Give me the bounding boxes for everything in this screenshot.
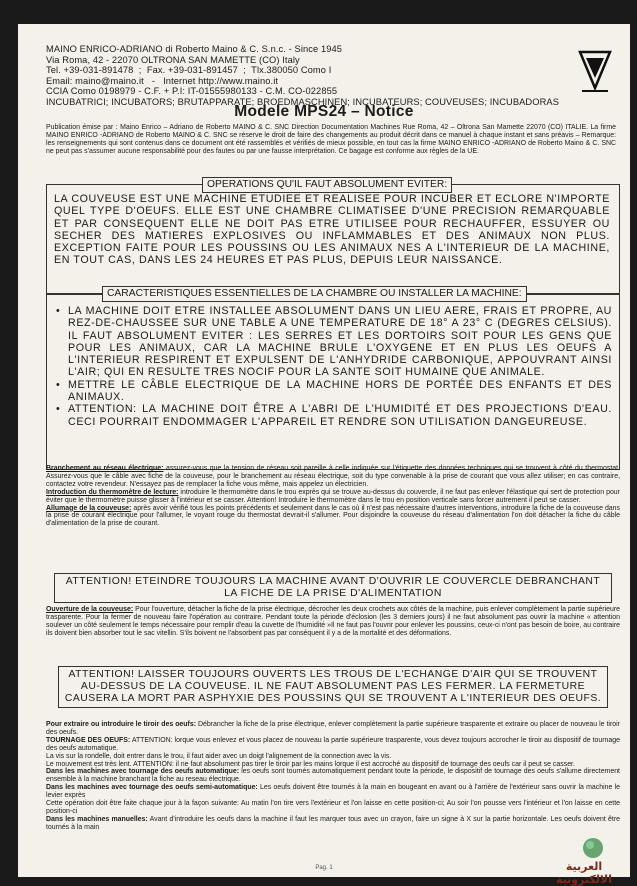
ouverture-label: Ouverture de la couveuse:: [46, 606, 134, 613]
room-bullet-1: • LA MACHINE DOIT ETRE INSTALLEE ABSOLUMENT DANS UN LIEU AERE, FRAIS ET PROPRE, AU REZ-DE-CHAUSSEE SUR UNE TABLE A UNE TEMPERATURE DE 18° A 23° C (DEGRES CELSIUS). IL FAUT ABSOLUMENT EVITER : LES SERRES ET LES DORTOIRS SOIT POUR LES GENS QUE POUR LES ANIMAUX, CAR LA MACHINE BRULE L'OXYGENE ET EN PLUS LES OEUFS A L'INTERIEUR RESPIRENT ET EXPULSENT DE L'ANHYDRIDE CARBONIQUE, APPOUVRANT AINSI L'AIR; QUI EN RESULTE TRES NOCIF POUR LA SANTE SOIT HUMAINE QUE ANIMALE.: [54, 305, 612, 379]
tiroir-label: Pour extraire ou introduire le tiroir des oeufs:: [46, 721, 197, 728]
branchement-text: assurez-vous que la tension de réseau soit pareille à celle indiquée sur l'étiquette des données techniques qui se trouvent à côté du thermostat. Assurez-vous que le câble avec fiche de la couveuse, pour le branchement au réseau électrique, soit du type convenable à la prise de courant que vous allez utiliser; en cas contraire, contactez votre revendeur. N'essayez pas de remplacer la fiche vous même, mais appelez un électricien.: [46, 465, 620, 488]
page-number: Pag. 1: [315, 865, 333, 871]
semi-paragraph: [46, 784, 620, 800]
products-line: INCUBATRICI; INCUBATORS; BRUTAPPARATE; BROEDMASCHINEN; INCUBATEURS; COUVEUSES; INCUBADORAS: [46, 96, 559, 107]
watermark-text: العربية الالكترونية: [556, 860, 612, 886]
manuel-paragraph: [46, 816, 620, 832]
alert-unplug: ATTENTION! ETEINDRE TOUJOURS LA MACHINE AVANT D'OUVRIR LE COUVERCLE DEBRANCHANT LA FICHE DE LA PRISE D'ALIMENTATION: [54, 573, 612, 603]
auto-label: Dans les machines avec tournage des oeufs automatique:: [46, 768, 240, 776]
address-line: Via Roma, 42 - 22070 OLTRONA SAN MAMETTE (CO) Italy: [46, 54, 300, 65]
thermometre-label: Introduction du thermomètre de lecture:: [46, 488, 179, 496]
tournage-paragraph-3: Le mouvement est très lent. ATTENTION: il ne faut absolument pas tirer le tiroir par les mains lorque il est accroché au dispositif de tournage des oeufs car il peut se casser.: [46, 760, 575, 768]
company-header: [46, 44, 576, 108]
tournage-label: TOURNAGE DES OEUFS:: [46, 736, 131, 744]
tournage-paragraph-2: La vis sur la rondelle, doit entrer dans le trou, il faut aider avec un doigt l'alignement de la connection avec la vis.: [46, 752, 392, 760]
semi-paragraph-2: Cette opération doit être faite chaque jour à la façon suivante: Au matin l'on tire vers l'extérieur et l'on laisse en cette position-ci; Au soir l'on pousse vers l'intérieur et l'on laisse en cette position-ci: [46, 800, 620, 815]
thermometre-paragraph: [46, 489, 620, 505]
tiroir-text: Débrancher la fiche de la prise électrique, enlever complètement la partie supérieure trasparente et extraire ou placer de nouveau le tiroir des oeufs.: [46, 721, 620, 736]
ouverture-text: Pour l'ouverture, détacher la fiche de la prise électrique, décrocher les deux crochets aux côtés de la machine, puis enlever complètement la partie supérieure trasparente. Pour la fermer de nouveau faire l'opération au contraire. Pendant toute la période d'éclosion (les 3 derniers jours) il ne faut absolument pas ouvrir la machine « attention soulever un côté seulement le temps nécessaire pour remplir d'eau la cuvette de l'humidité »Il ne faut pas l'ouvrir pour enlever les poussins, ceux-ci n'ont pas besoin de boire, au contraire ils doivent bien absorber tout le sac vitellin. S'ils boivent ne l'absorbent pas par conséquent il y a de la mortalité et des déformations.: [46, 606, 620, 637]
semi-label: Dans les machines avec tournage des oeufs semi-automatique:: [46, 784, 258, 792]
tiroir-paragraph: [46, 721, 620, 737]
egg-turning-section: [46, 721, 620, 832]
tournage-text: ATTENTION: lorque vous enlevez et vous placez de nouveau la partie supérieure trasparente, vous devez toujours accrocher le tiroir au dispositif de tournage des oeufs automatique.: [46, 736, 620, 752]
section-avoid-body: LA COUVEUSE EST UNE MACHINE ETUDIEE ET REALISEE POUR INCUBER ET ECLORE N'IMPORTE QUEL TYPE D'OEUFS. ELLE EST UNE CHAMBRE CLIMATISEE D'UNE PRECISION REMARQUABLE ET PAR CONSEQUENT ELLE NE DOIT PAS ETRE UTILISEE POUR RECHAUFFER, ESSUYER OU SECHER DES MATIERES EXPLOSIVES OU INFLAMMABLES ET DES ANIMAUX NON PLUS. EXCEPTION FAITE POUR LES POUSSINS OU LES ANIMAUX NES A L'INTERIEUR DE LA MACHINE, EN TOUT CAS, DANS LES 24 HEURES ET PAS PLUS, DEPUIS LEUR NAISSANCE.: [54, 193, 610, 267]
manuel-text: Avant d'introduire les oeufs dans la machine il faut les marquer tous avec un crayon, faire un signe à X sur la partie horizontale. Les oeufs doivent être tournés à la main: [46, 815, 621, 831]
email-line: Email: maino@maino.it - Internet http://www.maino.it: [46, 75, 279, 86]
page-title: Modele MPS24 – Notice: [234, 103, 414, 120]
branchement-paragraph: [46, 465, 620, 489]
phone-line: Tel. +39-031-891478 ; Fax. +39-031-891457 ; Tlx.380050 Como I: [46, 65, 332, 76]
tournage-paragraph: [46, 737, 620, 753]
watermark-logo: [538, 844, 630, 886]
section-avoid-title: OPERATIONS QU'IL FAUT ABSOLUMENT EVITER:: [202, 177, 452, 193]
auto-text: les oeufs sont tournés automatiquement pendant toute la période, le dispositif de tournage des oeufs s'allume directement ensemble à la machine branchant la fiche au reseau électrique.: [46, 768, 620, 784]
publication-note: Publication émise par : Maino Enrico – Adriano de Roberto MAINO & C. SNC Direction Documentation Machines Rue Roma, 42 – Oltrona San Mamette 22070 (CO) ITALIE. La firme MAINO ENRICO -ADRIANO de Roberto MAINO & C. SNC se réserve le droit de faire des changements au produit décrit dans ce manuel à chaque instant et sans préavis – Remarque: les renseignements qui sont contenus dans ce document ont été rassemblés et vérifiés de mieux possible, en tout cas la firme MAINO ENRICO -ADRIANO de Roberto Maino & C. SNC ne peut pas s'assumer aucune responsabilité pour des fautes ou par une fausse interprétation. Ce bagage est conforme aux règles de la UE.: [46, 124, 616, 155]
electrical-section: [46, 465, 620, 528]
allumage-paragraph: [46, 505, 620, 529]
opening-section: [46, 606, 620, 638]
room-bullet-2: • METTRE LE CÂBLE ELECTRIQUE DE LA MACHINE HORS DE PORTÉE DES ENFANTS ET DES ANIMAUX.: [54, 379, 612, 404]
auto-paragraph: [46, 768, 620, 784]
document-page: [18, 24, 630, 886]
manuel-label: Dans les machines manuelles:: [46, 815, 148, 823]
thermometre-text: introduire le thermomètre dans le trou exprès qui se trouve au-dessus du couvercle, il ne faut pas enlever l'élastique qui sert de protection pour éviter que le thermomètre puisse glisser à l'intérieur et se casser. Attention! Introduire le thermomètre dans le trou en position verticale sans forcer autrement il peut se casser.: [46, 488, 620, 504]
allumage-text: après avoir vérifié tous les points précédents et seulement dans le cas où il n'est pas nécessaire d'autres interventions, introduire la fiche de la couveuse dans la prise de courant électrique pour l'allumer, le voyant rouge du thermostat devrait-il s'allumer. Pour disjoindre la couveuse du réseau d'alimentation l'on doit détacher la fiche du câble d'alimentation de la prise de courant.: [46, 504, 620, 528]
room-bullet-3: • ATTENTION: LA MACHINE DOIT ÊTRE A L'ABRI DE L'HUMIDITÉ ET DES PROJECTIONS D'EAU. CECI POURRAIT ENDOMMAGER L'APPAREIL ET RENDRE SON UTILISATION DANGEUREUSE.: [54, 403, 612, 428]
maino-logo-icon: [578, 48, 612, 94]
section-room-title: CARACTERISTIQUES ESSENTIELLES DE LA CHAMBRE OU INSTALLER LA MACHINE:: [102, 286, 527, 302]
ccia-line: CCIA Como 0198979 - C.F. + P.I: IT-01555980133 - C.M. CO-022855: [46, 86, 338, 97]
company-name-line: MAINO ENRICO-ADRIANO di Roberto Maino & C. S.n.c. - Since 1945: [46, 44, 343, 54]
semi-text: Les oeufs doivent être tournés à la main en bougeant en avant ou à l'arrière de l'extérieur sans ouvrir la machine le levier exprès: [46, 784, 620, 800]
ouverture-paragraph: [46, 606, 620, 638]
alert-air-holes: ATTENTION! LAISSER TOUJOURS OUVERTS LES TROUS DE L'ECHANGE D'AIR QUI SE TROUVENT AU-DESSUS DE LA COUVEUSE. IL NE FAUT ABSOLUMENT PAS LES FERMER. LA FERMETURE CAUSERA LA MORT PAR ASPHYXIE DES POUSSINS QUI SE TROUVENT A L'INTERIEUR DES OEUFS.: [58, 666, 608, 708]
section-room-list: [54, 305, 612, 428]
globe-icon: [578, 836, 608, 860]
allumage-label: Allumage de la couveuse:: [46, 504, 132, 512]
branchement-label: Branchement au réseau électrique:: [46, 465, 164, 472]
